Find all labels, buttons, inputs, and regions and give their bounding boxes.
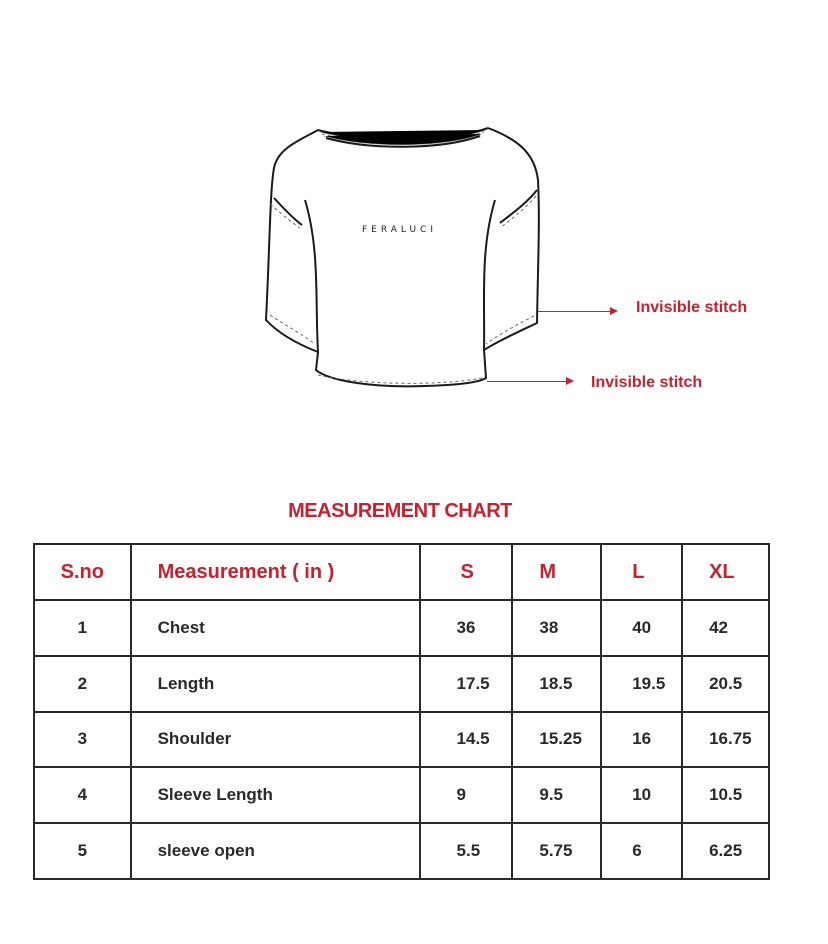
cell-m: 5.75 <box>512 823 601 879</box>
cell-l: 19.5 <box>601 656 682 712</box>
table-row <box>34 656 769 712</box>
brand-label: FERALUCI <box>362 225 438 235</box>
table-row <box>34 600 769 656</box>
table-row <box>34 823 769 879</box>
cell-xl: 16.75 <box>682 712 769 768</box>
cell-sno: 1 <box>34 600 131 656</box>
cell-m: 18.5 <box>512 656 601 712</box>
cell-s: 5.5 <box>420 823 513 879</box>
cell-s: 17.5 <box>420 656 513 712</box>
header-size-m: M <box>512 544 601 600</box>
callout-arrow-sleeve <box>538 311 616 312</box>
cell-l: 40 <box>601 600 682 656</box>
header-size-xl: XL <box>682 544 769 600</box>
cell-sno: 5 <box>34 823 131 879</box>
header-sno: S.no <box>34 544 131 600</box>
cell-s: 36 <box>420 600 513 656</box>
tshirt-illustration <box>260 120 550 400</box>
cell-s: 9 <box>420 767 513 823</box>
cell-measurement: sleeve open <box>131 823 420 879</box>
cell-l: 10 <box>601 767 682 823</box>
cell-m: 15.25 <box>512 712 601 768</box>
header-measurement: Measurement ( in ) <box>131 544 420 600</box>
cell-xl: 10.5 <box>682 767 769 823</box>
chart-title: MEASUREMENT CHART <box>288 500 512 522</box>
cell-l: 16 <box>601 712 682 768</box>
cell-measurement: Chest <box>131 600 420 656</box>
cell-sno: 3 <box>34 712 131 768</box>
cell-measurement: Sleeve Length <box>131 767 420 823</box>
callout-sleeve-stitch: Invisible stitch <box>636 299 748 316</box>
header-size-l: L <box>601 544 682 600</box>
table-row <box>34 767 769 823</box>
cell-xl: 6.25 <box>682 823 769 879</box>
cell-sno: 2 <box>34 656 131 712</box>
callout-hem-stitch: Invisible stitch <box>591 374 703 391</box>
table-header-row <box>34 544 769 600</box>
cell-m: 38 <box>512 600 601 656</box>
cell-m: 9.5 <box>512 767 601 823</box>
cell-xl: 42 <box>682 600 769 656</box>
header-size-s: S <box>420 544 513 600</box>
cell-xl: 20.5 <box>682 656 769 712</box>
table-row <box>34 712 769 768</box>
measurement-table <box>33 543 770 880</box>
cell-sno: 4 <box>34 767 131 823</box>
cell-s: 14.5 <box>420 712 513 768</box>
cell-measurement: Length <box>131 656 420 712</box>
callout-arrow-hem <box>487 381 572 382</box>
cell-measurement: Shoulder <box>131 712 420 768</box>
cell-l: 6 <box>601 823 682 879</box>
